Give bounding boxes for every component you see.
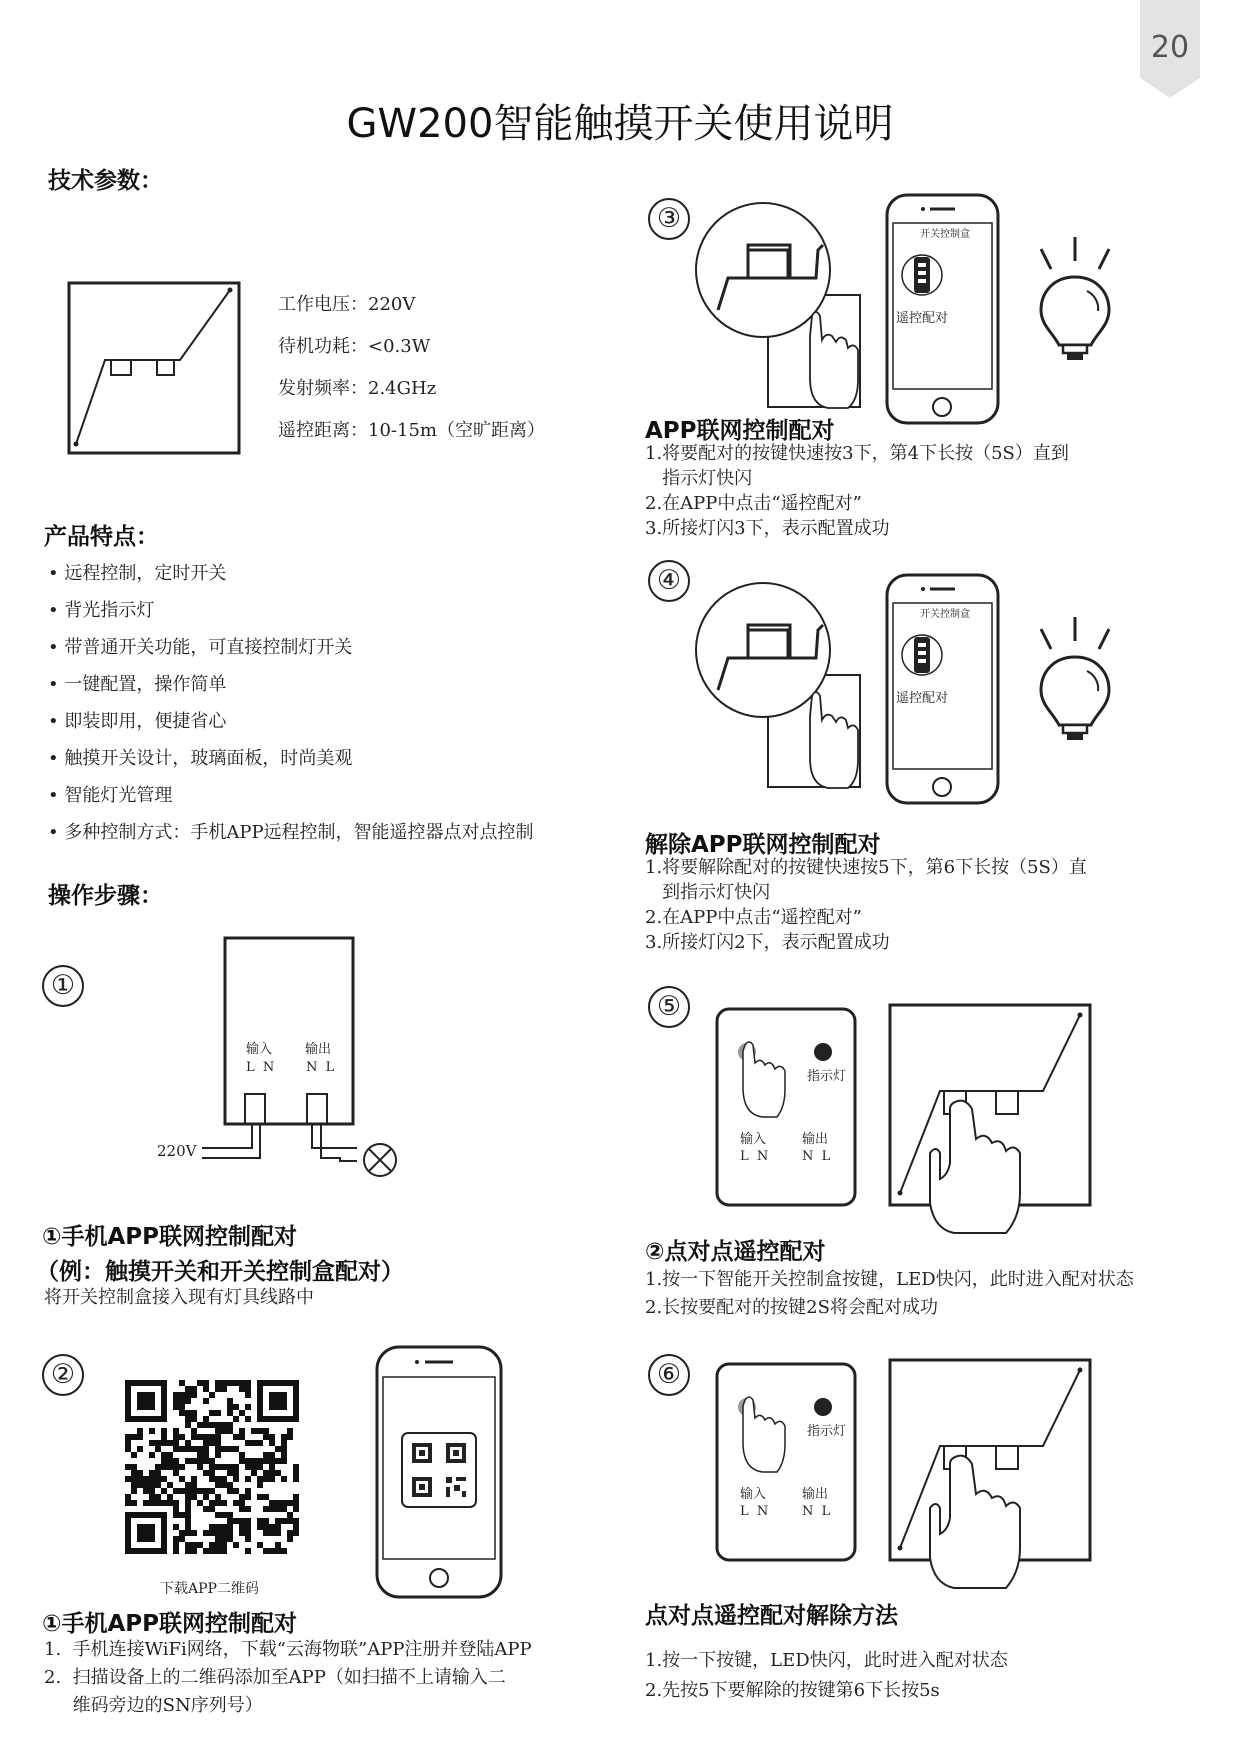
qr-code <box>125 1380 300 1555</box>
instruction-line: 2. 扫描设备上的二维码添加至APP（如扫描不上请输入二 <box>44 1667 506 1688</box>
step-4-number: ④ <box>648 560 690 602</box>
step-1-title: ①手机APP联网控制配对 <box>42 1224 297 1250</box>
feature-item: • 多种控制方式：手机APP远程控制，智能遥控器点对点控制 <box>48 822 534 843</box>
specs-heading: 技术参数： <box>48 168 163 194</box>
step-6-title: 点对点遥控配对解除方法 <box>645 1603 898 1629</box>
input-pins: L N <box>246 1060 275 1075</box>
remote-pair-label: 遥控配对 <box>896 311 949 326</box>
features-heading: 产品特点： <box>44 524 159 550</box>
light-bulb-icon <box>1035 235 1115 365</box>
touch-panel-zoom-illustration <box>698 580 888 800</box>
feature-item: • 背光指示灯 <box>48 600 155 621</box>
input-label: 输入 <box>246 1042 273 1057</box>
spec-item: 发射频率：2.4GHz <box>278 378 437 399</box>
step-3-title: APP联网控制配对 <box>645 418 835 444</box>
output-label: 输出 <box>305 1042 332 1057</box>
step-5-instructions <box>645 1266 1134 1322</box>
instruction-line: 2.在APP中点击“遥控配对” <box>645 493 862 514</box>
spec-item: 工作电压：220V <box>278 294 416 315</box>
indicator-label: 指示灯 <box>807 1069 847 1084</box>
page-number: 20 <box>1150 30 1190 65</box>
phone-title: 开关控制盒 <box>920 229 970 240</box>
phone-qr-illustration <box>375 1345 503 1600</box>
step-3-instructions <box>645 441 1069 541</box>
step-1-number: ① <box>42 965 84 1007</box>
specs-list <box>278 284 545 452</box>
features-list <box>48 555 534 851</box>
step-2-instructions <box>44 1636 532 1720</box>
instruction-line: 1. 手机连接WiFi网络，下载“云海物联”APP注册并登陆APP <box>44 1639 532 1660</box>
step-5-number: ⑤ <box>648 986 690 1028</box>
touch-switch-press-illustration <box>888 1358 1093 1590</box>
page-title: GW200智能触摸开关使用说明 <box>346 101 894 147</box>
instruction-line: 1.将要解除配对的按键快速按5下，第6下长按（5S）直 <box>645 857 1087 878</box>
feature-item: • 远程控制，定时开关 <box>48 563 227 584</box>
step-1-subtitle: （例：触摸开关和开关控制盒配对） <box>36 1259 404 1285</box>
instruction-line: 2.在APP中点击“遥控配对” <box>645 907 862 928</box>
instruction-line: 1.按一下智能开关控制盒按键，LED快闪，此时进入配对状态 <box>645 1269 1134 1290</box>
feature-item: • 触摸开关设计，玻璃面板，时尚美观 <box>48 748 353 769</box>
feature-item: • 智能灯光管理 <box>48 785 173 806</box>
light-bulb-icon <box>1035 615 1115 745</box>
spec-item: 遥控距离：10-15m（空旷距离） <box>278 420 545 441</box>
step-2-title: ①手机APP联网控制配对 <box>42 1611 297 1637</box>
step-6-instructions <box>645 1646 1008 1706</box>
instruction-line: 到指示灯快闪 <box>645 882 771 903</box>
output-pins: N L <box>802 1504 831 1519</box>
output-label: 输出 <box>802 1132 829 1147</box>
voltage-label: 220V <box>157 1142 197 1160</box>
instruction-line: 2.先按5下要解除的按键第6下长按5s <box>645 1680 940 1701</box>
step-6-number: ⑥ <box>648 1354 690 1396</box>
output-pins: N L <box>306 1060 335 1075</box>
step-4-title: 解除APP联网控制配对 <box>645 832 881 858</box>
remote-pair-label: 遥控配对 <box>896 691 949 706</box>
qr-caption: 下载APP二维码 <box>160 1581 259 1597</box>
instruction-line: 2.长按要配对的按键2S将会配对成功 <box>645 1297 938 1318</box>
output-pins: N L <box>802 1149 831 1164</box>
instruction-line: 维码旁边的SN序列号） <box>44 1695 263 1716</box>
feature-item: • 一键配置，操作简单 <box>48 674 227 695</box>
touch-switch-press-illustration <box>888 1003 1093 1235</box>
input-pins: L N <box>740 1149 769 1164</box>
instruction-line: 3.所接灯闪3下，表示配置成功 <box>645 518 890 539</box>
touch-panel-zoom-illustration <box>698 200 888 420</box>
output-label: 输出 <box>802 1487 829 1502</box>
step-3-number: ③ <box>648 198 690 240</box>
input-label: 输入 <box>740 1132 767 1147</box>
control-box-button-illustration <box>715 1362 857 1562</box>
operation-heading: 操作步骤： <box>48 883 163 909</box>
step-4-instructions <box>645 855 1087 955</box>
input-pins: L N <box>740 1504 769 1519</box>
instruction-line: 3.所接灯闪2下，表示配置成功 <box>645 932 890 953</box>
step-2-number: ② <box>42 1354 84 1396</box>
switch-panel-drawing <box>68 282 240 454</box>
control-box-button-illustration <box>715 1007 857 1207</box>
step-1-desc: 将开关控制盒接入现有灯具线路中 <box>44 1287 314 1308</box>
instruction-line: 指示灯快闪 <box>645 468 753 489</box>
indicator-label: 指示灯 <box>807 1424 847 1439</box>
instruction-line: 1.将要配对的按键快速按3下，第4下长按（5S）直到 <box>645 443 1069 464</box>
instruction-line: 1.按一下按键，LED快闪，此时进入配对状态 <box>645 1650 1008 1671</box>
phone-title: 开关控制盒 <box>920 609 970 620</box>
input-label: 输入 <box>740 1487 767 1502</box>
step-5-title: ②点对点遥控配对 <box>645 1239 826 1265</box>
spec-item: 待机功耗：<0.3W <box>278 336 431 357</box>
feature-item: • 带普通开关功能，可直接控制灯开关 <box>48 637 353 658</box>
feature-item: • 即装即用，便捷省心 <box>48 711 227 732</box>
